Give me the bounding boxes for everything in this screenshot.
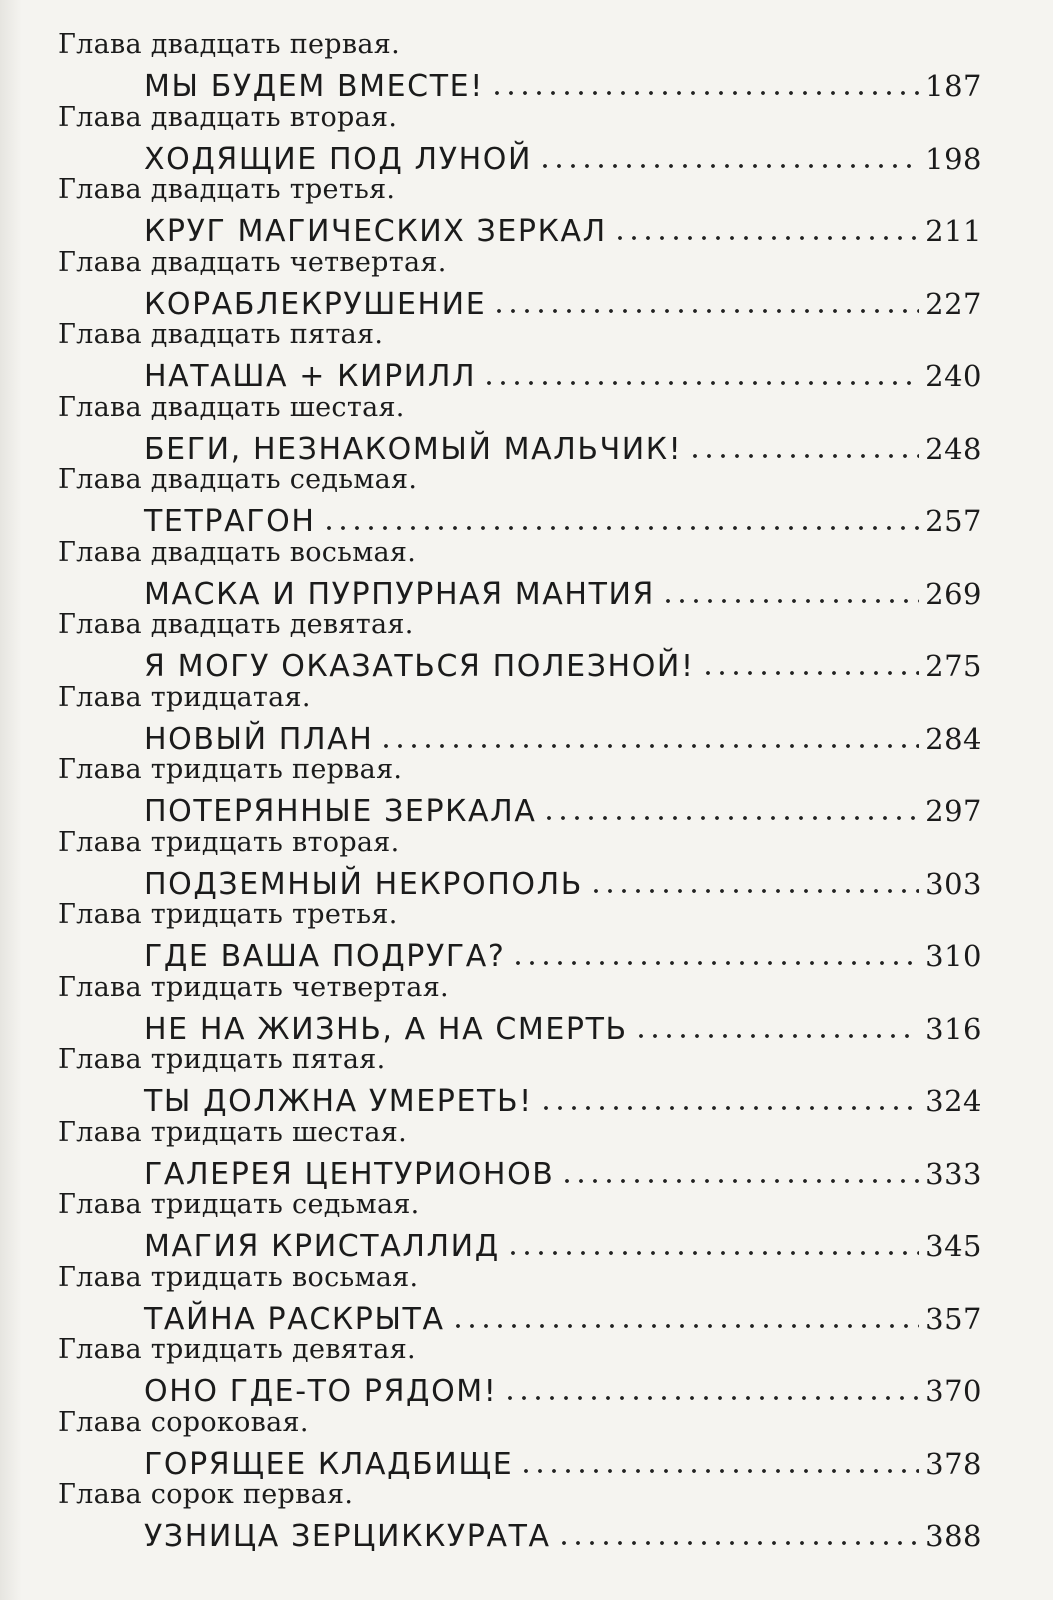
title-line (144, 1295, 982, 1337)
title-line (144, 1440, 982, 1482)
dot-leader (613, 207, 919, 241)
dot-leader (634, 1005, 919, 1039)
title-line (144, 1005, 982, 1047)
dot-leader (503, 1367, 919, 1401)
page-number: 284 (925, 721, 982, 756)
chapter-title[interactable]: БЕГИ, НЕЗНАКОМЫЙ МАЛЬЧИК! (144, 431, 683, 467)
chapter-title[interactable]: ГАЛЕРЕЯ ЦЕНТУРИОНОВ (144, 1156, 555, 1192)
title-line (144, 352, 982, 394)
dot-leader (539, 1077, 919, 1111)
dot-leader (557, 1512, 920, 1546)
title-line (144, 425, 982, 467)
dot-leader (538, 135, 919, 169)
dot-leader (560, 1150, 919, 1184)
title-line (144, 1077, 982, 1119)
page-number: 257 (925, 504, 982, 538)
title-line (144, 932, 982, 974)
title-line (144, 570, 982, 612)
chapter-label: Глава двадцать девятая. (58, 609, 414, 640)
page-number: 297 (925, 794, 982, 828)
chapter-label: Глава тридцать седьмая. (58, 1189, 420, 1220)
chapter-label: Глава двадцать вторая. (58, 101, 398, 133)
chapter-label: Глава тридцать шестая. (58, 1116, 407, 1148)
dot-leader (490, 62, 919, 96)
chapter-label: Глава тридцать третья. (58, 899, 398, 930)
chapter-label: Глава двадцать восьмая. (58, 536, 417, 568)
toc-entry[interactable] (52, 681, 982, 757)
toc-entry[interactable] (52, 246, 982, 322)
chapter-label: Глава тридцать четвертая. (58, 971, 449, 1003)
toc-entry[interactable] (52, 391, 982, 467)
toc-entry[interactable] (52, 28, 982, 104)
page-number: 187 (925, 69, 982, 103)
title-line (144, 280, 982, 322)
toc-entry[interactable] (52, 536, 982, 612)
chapter-title[interactable]: МАСКА И ПУРПУРНАЯ МАНТИЯ (144, 576, 655, 612)
toc-entry[interactable] (52, 1043, 982, 1119)
title-line (144, 1367, 982, 1409)
page-number: 333 (925, 1156, 982, 1191)
chapter-label: Глава двадцать третья. (58, 174, 396, 205)
chapter-label: Глава двадцать седьмая. (58, 464, 418, 495)
page-number: 357 (925, 1301, 982, 1336)
page-number: 211 (925, 214, 982, 248)
title-line (144, 1222, 982, 1264)
chapter-title[interactable]: ТАЙНА РАСКРЫТА (144, 1301, 445, 1337)
chapter-label: Глава тридцать девятая. (58, 1334, 416, 1365)
title-line (144, 1512, 982, 1554)
title-line (144, 642, 982, 684)
dot-leader (492, 280, 919, 314)
page-number: 378 (925, 1446, 982, 1481)
dot-leader (451, 1295, 920, 1329)
dot-leader (688, 425, 919, 459)
chapter-title[interactable]: ТЫ ДОЛЖНА УМЕРЕТЬ! (144, 1084, 533, 1119)
chapter-title[interactable]: Я МОГУ ОКАЗАТЬСЯ ПОЛЕЗНОЙ! (144, 649, 695, 684)
toc-entry[interactable] (52, 1116, 982, 1192)
dot-leader (322, 497, 920, 531)
chapter-label: Глава тридцать вторая. (58, 826, 400, 858)
toc-entry[interactable] (52, 463, 982, 539)
chapter-title[interactable]: УЗНИЦА ЗЕРЦИККУРАТА (144, 1519, 551, 1554)
dot-leader (379, 715, 919, 749)
page-number: 269 (925, 576, 982, 611)
title-line (144, 207, 982, 249)
title-line (144, 787, 982, 829)
title-line (144, 715, 982, 757)
dot-leader (589, 860, 919, 894)
dot-leader (701, 642, 920, 676)
chapter-title[interactable]: НЕ НА ЖИЗНЬ, А НА СМЕРТЬ (144, 1011, 628, 1047)
toc-entry[interactable] (52, 608, 982, 684)
title-line (144, 1150, 982, 1192)
toc-entry[interactable] (52, 898, 982, 974)
chapter-label: Глава тридцать пятая. (58, 1044, 386, 1075)
chapter-title[interactable]: ГОРЯЩЕЕ КЛАДБИЩЕ (144, 1446, 514, 1482)
chapter-title[interactable]: ГДЕ ВАША ПОДРУГА? (144, 939, 506, 974)
title-line (144, 62, 982, 104)
chapter-title[interactable]: КРУГ МАГИЧЕСКИХ ЗЕРКАЛ (144, 214, 607, 249)
chapter-label: Глава двадцать пятая. (58, 319, 384, 350)
chapter-label: Глава двадцать шестая. (58, 391, 405, 423)
chapter-title[interactable]: ХОДЯЩИЕ ПОД ЛУНОЙ (144, 141, 532, 177)
title-line (144, 497, 982, 539)
page-number: 198 (925, 141, 982, 176)
toc-entry[interactable] (52, 1478, 982, 1554)
dot-leader (511, 932, 919, 966)
page-number: 275 (925, 649, 982, 683)
page-number: 324 (925, 1084, 982, 1118)
chapter-label: Глава двадцать четвертая. (58, 246, 447, 278)
page-number: 370 (925, 1374, 982, 1408)
toc-entry[interactable] (52, 753, 982, 829)
chapter-title[interactable]: ОНО ГДЕ-ТО РЯДОМ! (144, 1374, 498, 1409)
chapter-title[interactable]: МАГИЯ КРИСТАЛЛИД (144, 1229, 500, 1264)
toc-entry[interactable] (52, 1406, 982, 1482)
toc-entry[interactable] (52, 101, 982, 177)
chapter-title[interactable]: ПОДЗЕМНЫЙ НЕКРОПОЛЬ (144, 866, 583, 902)
toc-entry[interactable] (52, 1333, 982, 1409)
chapter-title[interactable]: ПОТЕРЯННЫЕ ЗЕРКАЛА (144, 794, 537, 829)
page-number: 240 (925, 359, 982, 393)
page-number: 227 (925, 286, 982, 321)
page-number: 316 (925, 1011, 982, 1046)
chapter-title[interactable]: МЫ БУДЕМ ВМЕСТЕ! (144, 69, 484, 104)
chapter-label: Глава тридцать восьмая. (58, 1261, 419, 1293)
chapter-label: Глава сорок первая. (58, 1479, 354, 1510)
chapter-title[interactable]: КОРАБЛЕКРУШЕНИЕ (144, 286, 487, 322)
table-of-contents (52, 28, 982, 1554)
chapter-title[interactable]: ТЕТРАГОН (144, 504, 316, 539)
toc-entry[interactable] (52, 826, 982, 902)
page-number: 310 (925, 939, 982, 973)
dot-leader (482, 352, 919, 386)
dot-leader (506, 1222, 919, 1256)
chapter-label: Глава тридцатая. (58, 681, 311, 713)
chapter-label: Глава двадцать первая. (58, 29, 401, 60)
toc-entry[interactable] (52, 971, 982, 1047)
page-number: 303 (925, 866, 982, 901)
toc-entry[interactable] (52, 1261, 982, 1337)
chapter-label: Глава тридцать первая. (58, 754, 403, 785)
dot-leader (519, 1440, 919, 1474)
toc-entry[interactable] (52, 173, 982, 249)
page-edge-shadow (0, 0, 22, 1600)
dot-leader (661, 570, 919, 604)
chapter-title[interactable]: НОВЫЙ ПЛАН (144, 721, 374, 757)
toc-entry[interactable] (52, 318, 982, 394)
dot-leader (542, 787, 919, 821)
toc-entry[interactable] (52, 1188, 982, 1264)
chapter-label: Глава сороковая. (58, 1406, 309, 1438)
page-number: 345 (925, 1229, 982, 1263)
title-line (144, 860, 982, 902)
chapter-title[interactable]: НАТАША + КИРИЛЛ (144, 359, 477, 394)
page-number: 388 (925, 1519, 982, 1553)
page-number: 248 (925, 431, 982, 466)
title-line (144, 135, 982, 177)
